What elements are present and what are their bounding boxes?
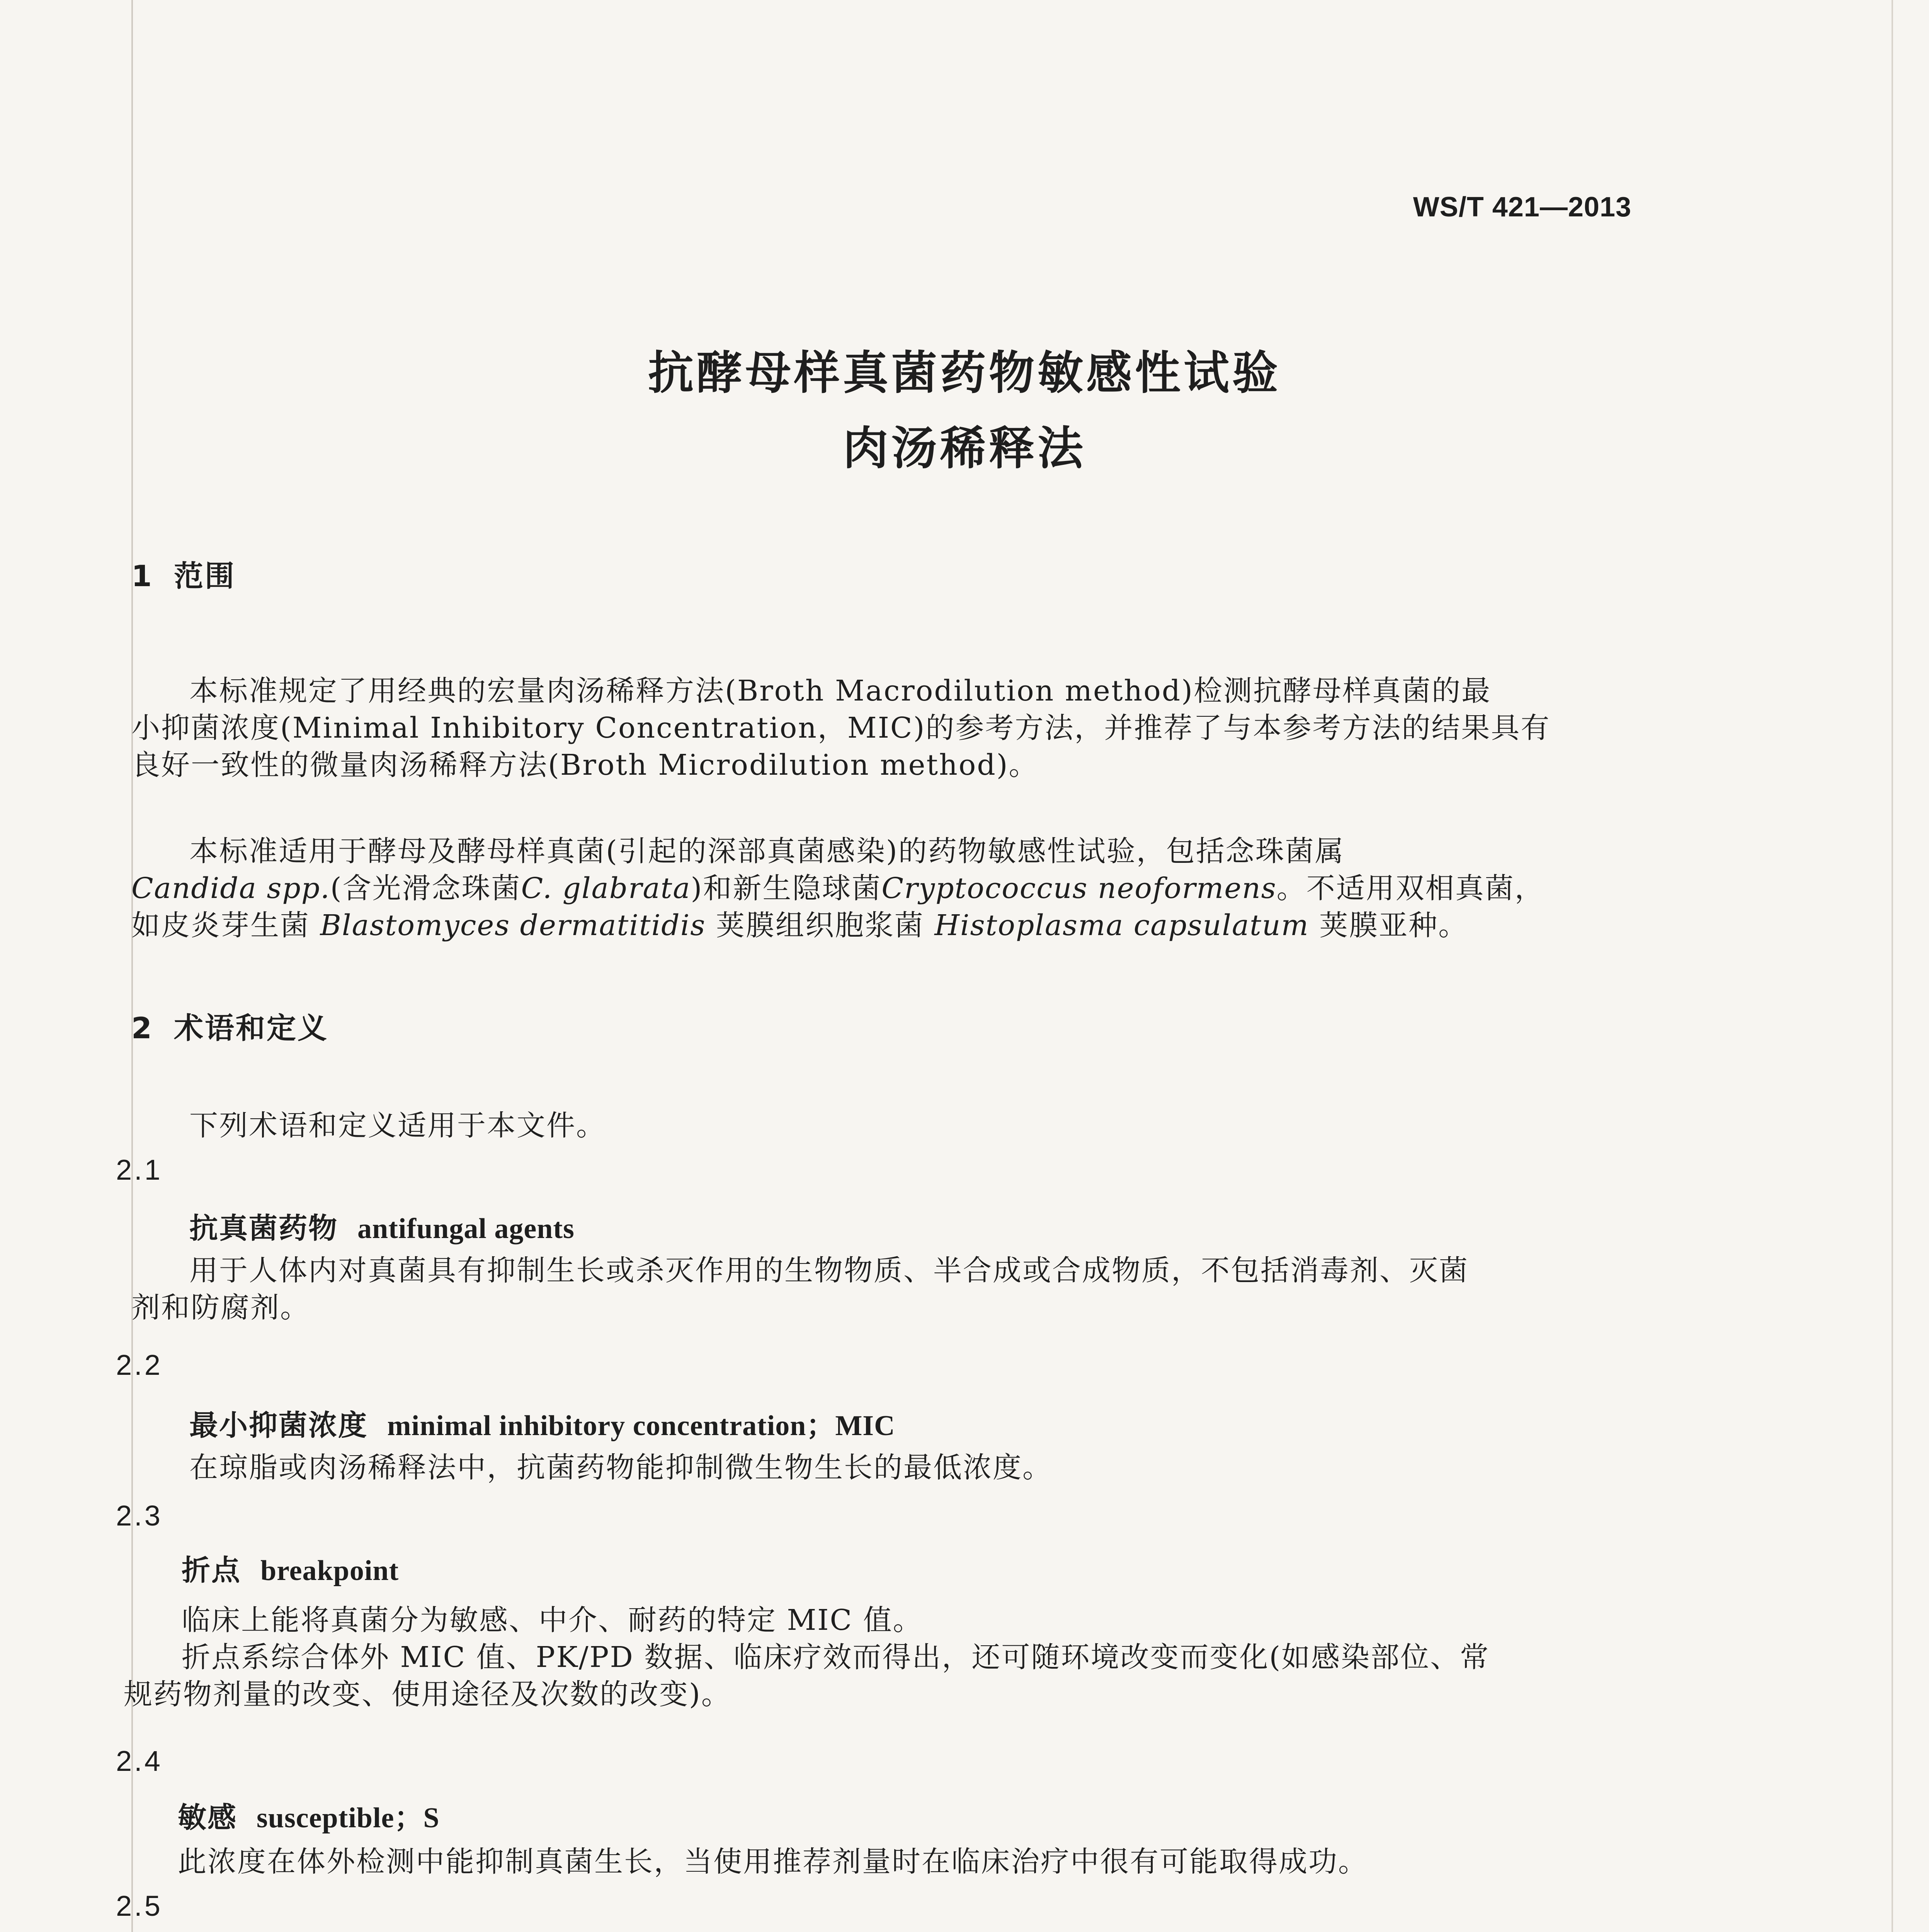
section-2-heading [131, 1005, 328, 1047]
term-number: 2.3 [116, 1500, 163, 1532]
section-1-heading [131, 553, 236, 595]
text-line: 用于人体内对真菌具有抑制生长或杀灭作用的生物物质、半合成或合成物质，不包括消毒剂、灭菌 [189, 1254, 1469, 1287]
text-run: )和新生隐球菌 [691, 872, 882, 905]
term-definition [131, 1252, 1469, 1326]
section-title: 术语和定义 [174, 1011, 328, 1045]
term-number: 2.2 [116, 1349, 163, 1381]
term-number: 2.5 [116, 1890, 163, 1922]
text-line: 在琼脂或肉汤稀释法中，抗菌药物能抑制微生物生长的最低浓度。 [189, 1451, 1052, 1484]
text-line: 规药物剂量的改变、使用途径及次数的改变)。 [124, 1678, 731, 1711]
term-en: minimal inhibitory concentration；MIC [387, 1410, 895, 1442]
latin-name: Cryptococcus neoformens [881, 872, 1277, 905]
term-zh: 最小抑菌浓度 [189, 1409, 368, 1442]
term-zh: 抗真菌药物 [189, 1212, 338, 1245]
latin-name: Histoplasma capsulatum [934, 909, 1309, 942]
terms-intro: 下列术语和定义适用于本文件。 [189, 1109, 606, 1142]
page-edge-right [1892, 0, 1893, 1932]
term-heading [189, 1403, 895, 1444]
section-number: 2 [131, 1011, 153, 1045]
text-run: (含光滑念珠菌 [330, 872, 521, 905]
text-line: 小抑菌浓度(Minimal Inhibitory Concentration，MIC)的参考方法，并推荐了与本参考方法的结果具有 [131, 711, 1551, 745]
term-heading [189, 1206, 575, 1247]
term-number: 2.1 [116, 1154, 163, 1186]
text-line: 良好一致性的微量肉汤稀释方法(Broth Microdilution method)。 [131, 748, 1039, 782]
text-line [131, 870, 1545, 907]
term-zh: 敏感 [178, 1801, 237, 1834]
term-zh: 折点 [182, 1554, 241, 1587]
term-number: 2.4 [116, 1745, 163, 1777]
text-line: 剂和防腐剂。 [131, 1291, 310, 1324]
text-line: 本标准规定了用经典的宏量肉汤稀释方法(Broth Macrodilution method)检测抗酵母样真菌的最 [189, 674, 1492, 707]
term-heading [182, 1548, 399, 1588]
section-number: 1 [131, 559, 153, 593]
term-definition [189, 1449, 1052, 1486]
text-line [131, 907, 1545, 944]
text-run: 。不适用双相真菌， [1276, 872, 1545, 905]
term-definition [124, 1602, 1490, 1713]
latin-name: Blastomyces dermatitidis [320, 909, 706, 942]
term-en: breakpoint [260, 1555, 399, 1587]
text-line: 本标准适用于酵母及酵母样真菌(引起的深部真菌感染)的药物敏感性试验，包括念珠菌属 [189, 835, 1345, 868]
text-run: 荚膜组织胞浆菌 [716, 909, 924, 942]
latin-name: Candida spp. [131, 872, 330, 905]
document-title-line1: 抗酵母样真菌药物敏感性试验 [648, 346, 1281, 400]
standard-code: WS/T 421—2013 [1413, 192, 1631, 223]
scope-paragraph-2 [131, 833, 1545, 944]
term-heading [178, 1795, 440, 1836]
latin-name: C. glabrata [521, 872, 691, 905]
text-line: 此浓度在体外检测中能抑制真菌生长，当使用推荐剂量时在临床治疗中很有可能取得成功。 [178, 1845, 1368, 1878]
term-en: antifungal agents [357, 1213, 575, 1245]
term-definition [178, 1843, 1368, 1880]
term-en: susceptible；S [257, 1802, 440, 1834]
section-title: 范围 [174, 559, 236, 593]
text-run: 荚膜亚种。 [1319, 909, 1468, 942]
text-line: 折点系综合体外 MIC 值、PK/PD 数据、临床疗效而得出，还可随环境改变而变化(如感染部位、常 [182, 1641, 1490, 1674]
document-title-line2: 肉汤稀释法 [842, 422, 1086, 475]
text-line: 临床上能将真菌分为敏感、中介、耐药的特定 MIC 值。 [182, 1604, 923, 1637]
scope-paragraph-1 [131, 672, 1550, 784]
text-run: 如皮炎芽生菌 [131, 909, 310, 942]
